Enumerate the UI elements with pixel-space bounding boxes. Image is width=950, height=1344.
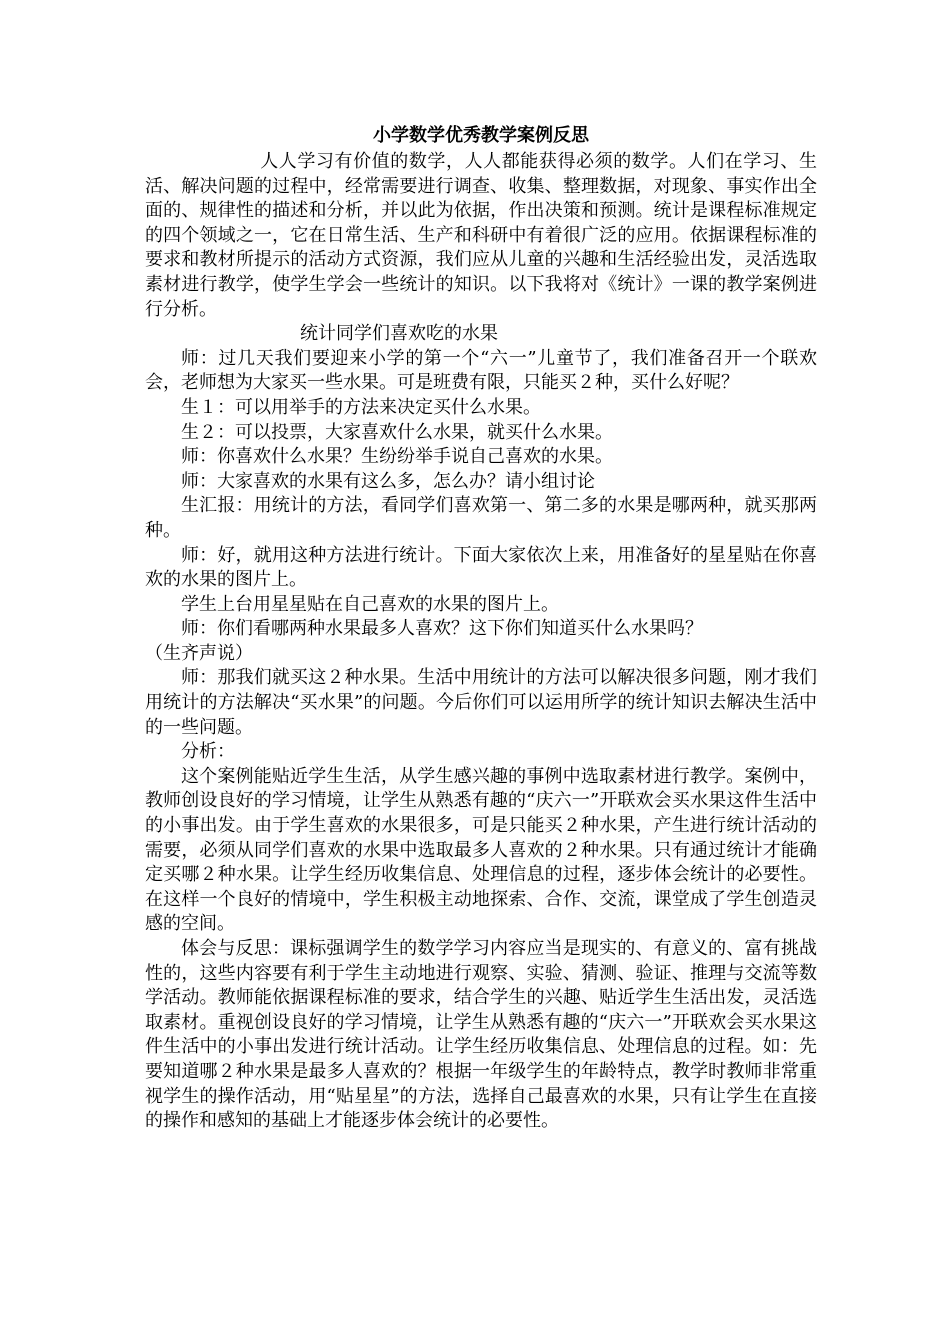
dialogue-paragraph: 师：你喜欢什么水果？生纷纷举手说自己喜欢的水果。 — [181, 446, 613, 468]
section-subtitle: 统计同学们喜欢吃的水果 — [300, 323, 498, 345]
dialogue-paragraph: 生１：可以用举手的方法来决定买什么水果。 — [181, 396, 541, 418]
dialogue-paragraph: 师：好，就用这种方法进行统计。下面大家依次上来，用准备好的星星贴在你喜欢的水果的图片上。 — [145, 544, 817, 591]
reflection-paragraph: 体会与反思：课标强调学生的数学学习内容应当是现实的、有意义的、富有挑战性的，这些内容要有利于学生主动地进行观察、实验、猜测、验证、推理与交流等数学活动。教师能依据课程标准的要求，结合学生的兴趣、贴近学生生活出发，灵活选取素材。重视创设良好的学习情境，让学生从熟悉有趣的“庆六一”开联欢会买水果这件生活中的小事出发进行统计活动。让学生经历收集信息、处理信息的过程。如：先要知道哪２种水果是最多人喜欢的？根据一年级学生的年龄特点，教学时教师非常重视学生的操作活动，用“贴星星”的方法，选择自己最喜欢的水果，只有让学生在直接的操作和感知的基础上才能逐步体会统计的必要性。 — [145, 938, 817, 1132]
dialogue-paragraph: 师：那我们就买这２种水果。生活中用统计的方法可以解决很多问题，刚才我们用统计的方法解决“买水果”的问题。今后你们可以运用所学的统计知识去解决生活中的一些问题。 — [145, 667, 817, 738]
dialogue-paragraph: 师：你们看哪两种水果最多人喜欢？这下你们知道买什么水果吗？ — [181, 618, 703, 640]
dialogue-paragraph: 生汇报：用统计的方法，看同学们喜欢第一、第二多的水果是哪两种，就买那两种。 — [145, 495, 817, 541]
dialogue-paragraph: 师：过几天我们要迎来小学的第一个“六一”儿童节了，我们准备召开一个联欢会，老师想为大家买一些水果。可是班费有限，只能买２种，买什么好呢？ — [145, 347, 817, 394]
document-page — [145, 122, 817, 1134]
chorus-note: （生齐声说） — [145, 642, 253, 664]
dialogue-paragraph: 师：大家喜欢的水果有这么多，怎么办？请小组讨论 — [181, 470, 595, 492]
intro-paragraph: 人人学习有价值的数学，人人都能获得必须的数学。人们在学习、生活、解决问题的过程中，经常需要进行调查、收集、整理数据，对现象、事实作出全面的、规律性的描述和分析，并以此为依据，作出决策和预测。统计是课程标准规定的四个领域之一，它在日常生活、生产和科研中有着很广泛的应用。依据课程标准的要求和教材所提示的活动方式资源，我们应从儿童的兴趣和生活经验出发，灵活选取素材进行教学，使学生学会一些统计的知识。以下我将对《统计》一课的教学案例进行分析。 — [145, 151, 817, 320]
document-title: 小学数学优秀教学案例反思 — [373, 125, 589, 146]
analysis-paragraph: 这个案例能贴近学生生活，从学生感兴趣的事例中选取素材进行教学。案例中，教师创设良好的学习情境，让学生从熟悉有趣的“庆六一”开联欢会买水果这件生活中的小事出发。由于学生喜欢的水果很多，可是只能买２种水果，产生进行统计活动的需要，必须从同学们喜欢的水果中选取最多人喜欢的２种水果。只有通过统计才能确定买哪２种水果。让学生经历收集信息、处理信息的过程，逐步体会统计的必要性。在这样一个良好的情境中，学生积极主动地探索、合作、交流，课堂成了学生创造灵感的空间。 — [145, 765, 817, 935]
analysis-heading: 分析： — [181, 741, 235, 763]
dialogue-paragraph: 学生上台用星星贴在自己喜欢的水果的图片上。 — [181, 593, 559, 615]
dialogue-paragraph: 生２：可以投票，大家喜欢什么水果，就买什么水果。 — [181, 421, 613, 443]
